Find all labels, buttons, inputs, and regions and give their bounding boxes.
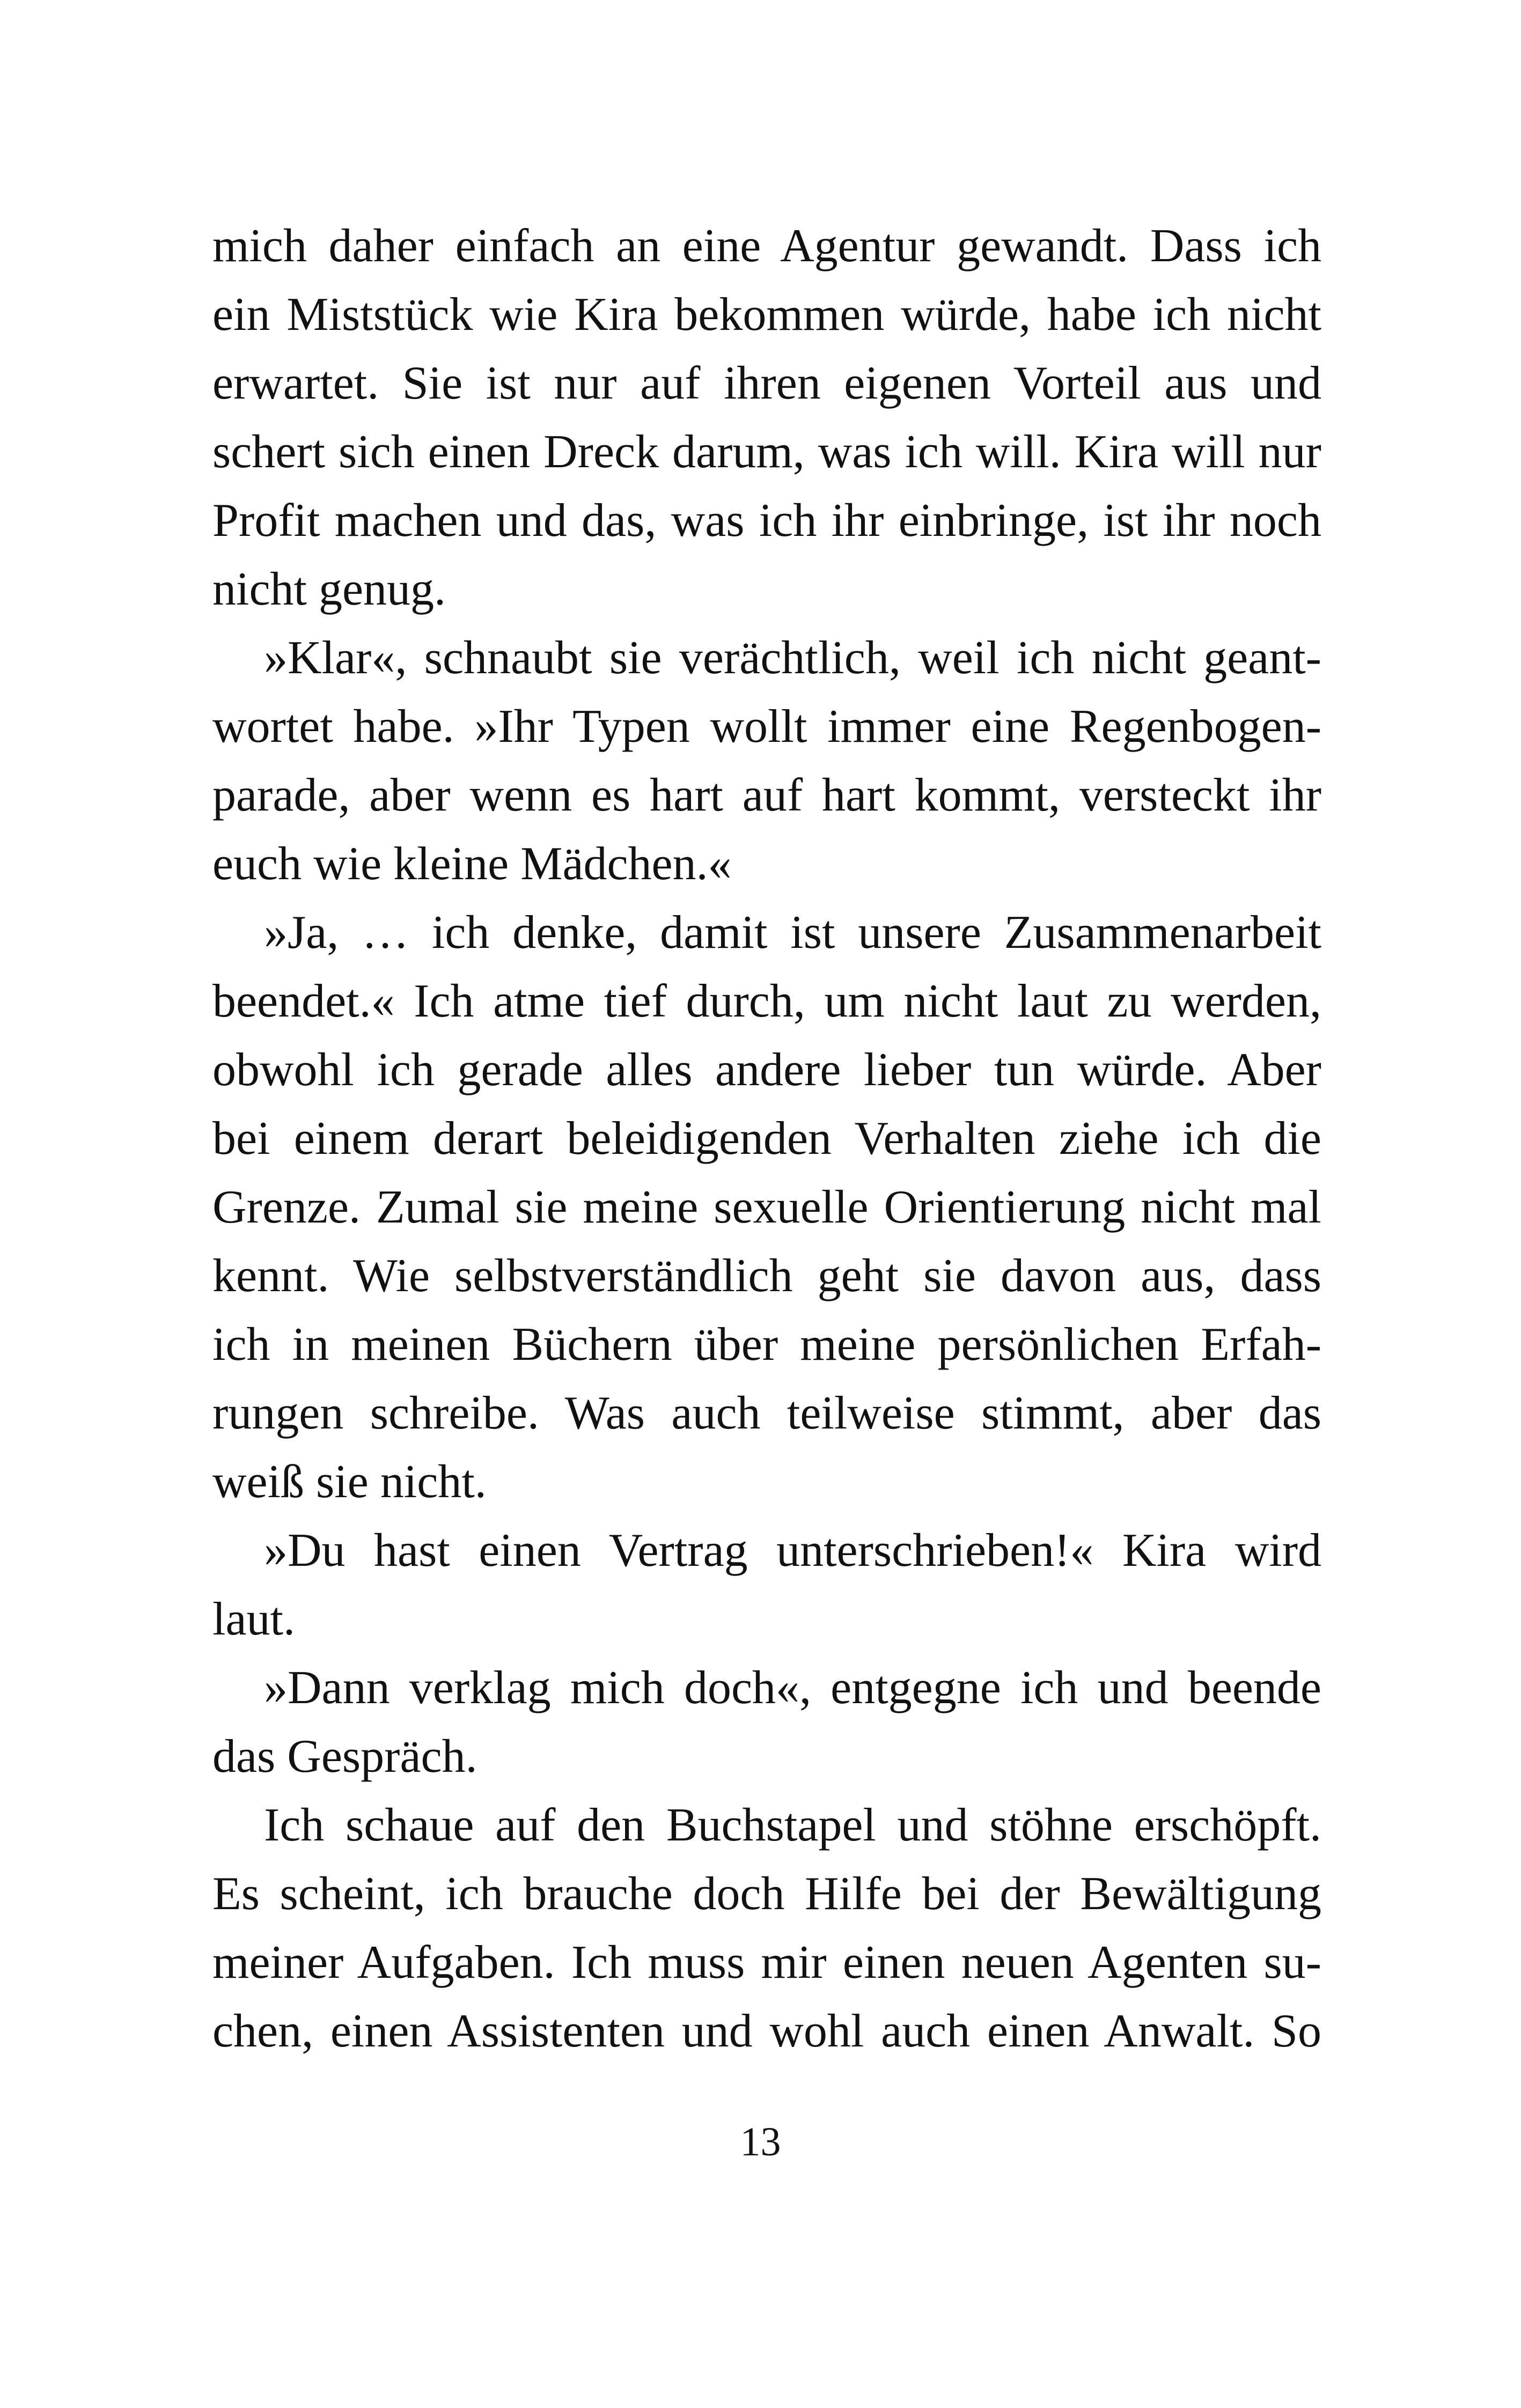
text-line: mich daher einfach an eine Agentur gewandt. Dass ich — [212, 220, 1321, 272]
page-number: 13 — [740, 2119, 781, 2164]
text-line: meiner Aufgaben. Ich muss mir einen neuen Agenten su- — [212, 1936, 1321, 1989]
text-line: nicht genug. — [212, 563, 446, 615]
text-line: ich in meinen Büchern über meine persönlichen Erfah- — [212, 1319, 1321, 1371]
text-line: erwartet. Sie ist nur auf ihren eigenen Vorteil aus und — [212, 357, 1321, 409]
text-line: euch wie kleine Mädchen.« — [212, 838, 732, 890]
text-line: bei einem derart beleidigenden Verhalten ziehe ich die — [212, 1113, 1321, 1165]
text-line: parade, aber wenn es hart auf hart kommt, versteckt ihr — [212, 769, 1321, 821]
text-line: beendet.« Ich atme tief durch, um nicht laut zu werden, — [212, 975, 1321, 1027]
text-line: das Gespräch. — [212, 1730, 477, 1783]
text-line: chen, einen Assistenten und wohl auch einen Anwalt. So — [212, 2005, 1321, 2057]
text-line: wortet habe. »Ihr Typen wollt immer eine Regenbogen- — [212, 701, 1321, 753]
text-line: Grenze. Zumal sie meine sexuelle Orientierung nicht mal — [212, 1181, 1321, 1233]
text-line: »Klar«, schnaubt sie verächtlich, weil ich nicht geant- — [264, 632, 1321, 684]
text-line: Profit machen und das, was ich ihr einbringe, ist ihr noch — [212, 495, 1321, 547]
text-line: Es scheint, ich brauche doch Hilfe bei der Bewältigung — [212, 1868, 1321, 1920]
text-line: ein Miststück wie Kira bekommen würde, habe ich nicht — [212, 289, 1321, 341]
text-line: »Dann verklag mich doch«, entgegne ich und beende — [264, 1662, 1321, 1714]
text-line: obwohl ich gerade alles andere lieber tun würde. Aber — [212, 1044, 1321, 1096]
text-line: weiß sie nicht. — [212, 1456, 487, 1508]
text-line: »Du hast einen Vertrag unterschrieben!« Kira wird — [264, 1525, 1321, 1577]
text-line: Ich schaue auf den Buchstapel und stöhne erschöpft. — [264, 1799, 1321, 1851]
body-text — [212, 212, 1321, 2066]
text-line: kennt. Wie selbstverständlich geht sie davon aus, dass — [212, 1250, 1321, 1302]
text-line: laut. — [212, 1593, 295, 1645]
text-line: »Ja, … ich denke, damit ist unsere Zusammenarbeit — [264, 907, 1321, 959]
text-line: rungen schreibe. Was auch teilweise stimmt, aber das — [212, 1387, 1321, 1439]
text-line: schert sich einen Dreck darum, was ich will. Kira will nur — [212, 426, 1321, 478]
